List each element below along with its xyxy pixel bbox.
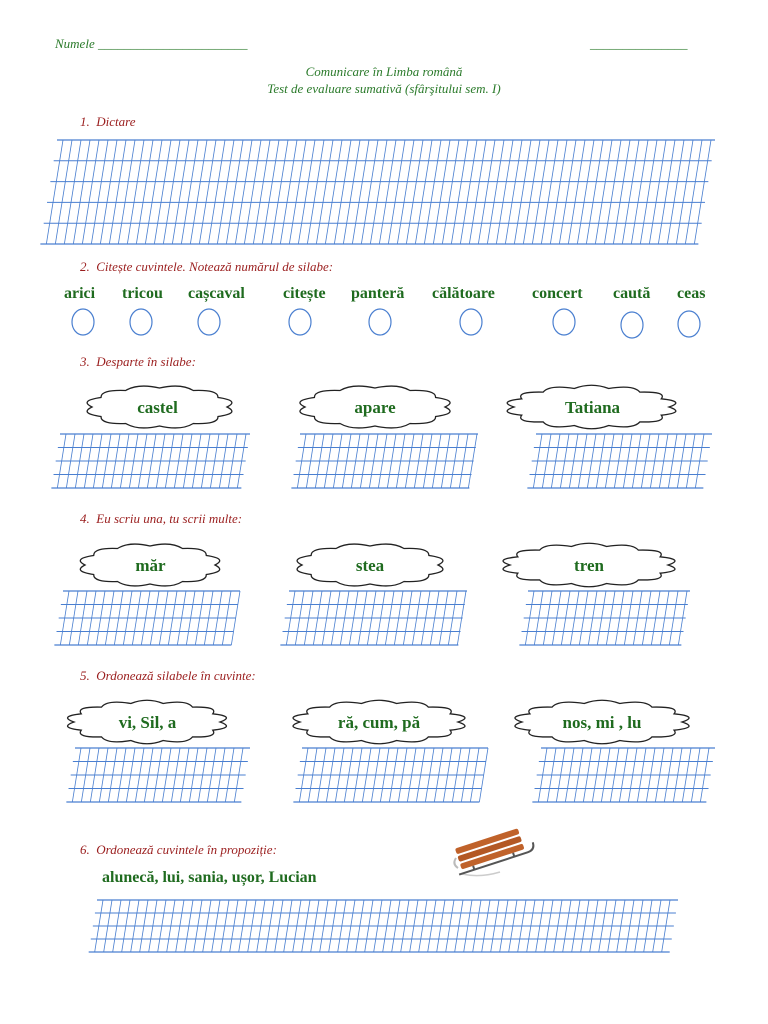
section-6-label: Ordonează cuvintele în propoziție: [96,842,277,857]
grid-tatiana[interactable] [527,434,712,488]
syllable-circle-9[interactable] [678,311,700,337]
word-pantera: panteră [351,285,405,302]
sled-icon [451,825,535,875]
scrambled-sentence: alunecă, lui, sania, ușor, Lucian [102,869,317,886]
name-label: Numele [55,36,95,51]
section-4-number: 4. [80,511,90,526]
grid-syllables-2[interactable] [293,748,488,802]
word-cascaval: cașcaval [188,285,245,302]
section-1-label: Dictare [96,114,136,129]
grid-castel[interactable] [51,434,250,488]
word-citeste: citește [283,285,326,302]
section-6-number: 6. [80,842,90,857]
syllable-circle-4[interactable] [289,309,311,335]
cloud-word-tren: tren [574,556,604,575]
word-cauta: caută [613,285,651,302]
cloud-word-tatiana: Tatiana [564,398,621,417]
section-3-label: Desparte în silabe: [96,354,196,369]
grid-stea[interactable] [280,591,467,645]
cloud-word-stea: stea [355,556,385,575]
syllable-circle-5[interactable] [369,309,391,335]
section-4-label: Eu scriu una, tu scrii multe: [96,511,243,526]
cloud-word-apare: apare [354,398,396,417]
grid-tren[interactable] [519,591,690,645]
syllable-circle-2[interactable] [130,309,152,335]
cloud-word-castel: castel [137,398,178,417]
syllable-circle-6[interactable] [460,309,482,335]
syllable-circle-7[interactable] [553,309,575,335]
page-subtitle: Test de evaluare sumativă (sfârşitului sem. I) [267,81,501,96]
cloud-word-mar: măr [135,556,166,575]
grid-syllables-3[interactable] [532,748,715,802]
sentence-grid[interactable] [89,900,678,952]
dictation-grid[interactable] [40,140,715,244]
syllable-circle-1[interactable] [72,309,94,335]
syllable-circle-8[interactable] [621,312,643,338]
section-5-label: Ordonează silabele în cuvinte: [96,668,256,683]
word-arici: arici [64,285,96,302]
cloud-syllables-3: nos, mi , lu [562,713,642,732]
name-line[interactable]: _______________________ [97,36,248,51]
word-tricou: tricou [122,285,163,302]
section-2-label: Citește cuvintele. Notează numărul de silabe: [96,259,334,274]
cloud-syllables-2: ră, cum, pă [337,713,421,732]
grid-mar[interactable] [54,591,240,645]
cloud-syllables-1: vi, Sil, a [118,713,177,732]
section-3-number: 3. [80,354,90,369]
section-1-number: 1. [80,114,90,129]
word-calatoare: călătoare [432,285,495,302]
grid-apare[interactable] [291,434,478,488]
syllable-circle-3[interactable] [198,309,220,335]
word-concert: concert [532,285,583,302]
page-title: Comunicare în Limba română [305,64,463,79]
word-ceas: ceas [677,285,706,302]
date-line[interactable]: _______________ [590,36,688,51]
grid-syllables-1[interactable] [66,748,250,802]
section-2-number: 2. [80,259,90,274]
section-5-number: 5. [80,668,90,683]
